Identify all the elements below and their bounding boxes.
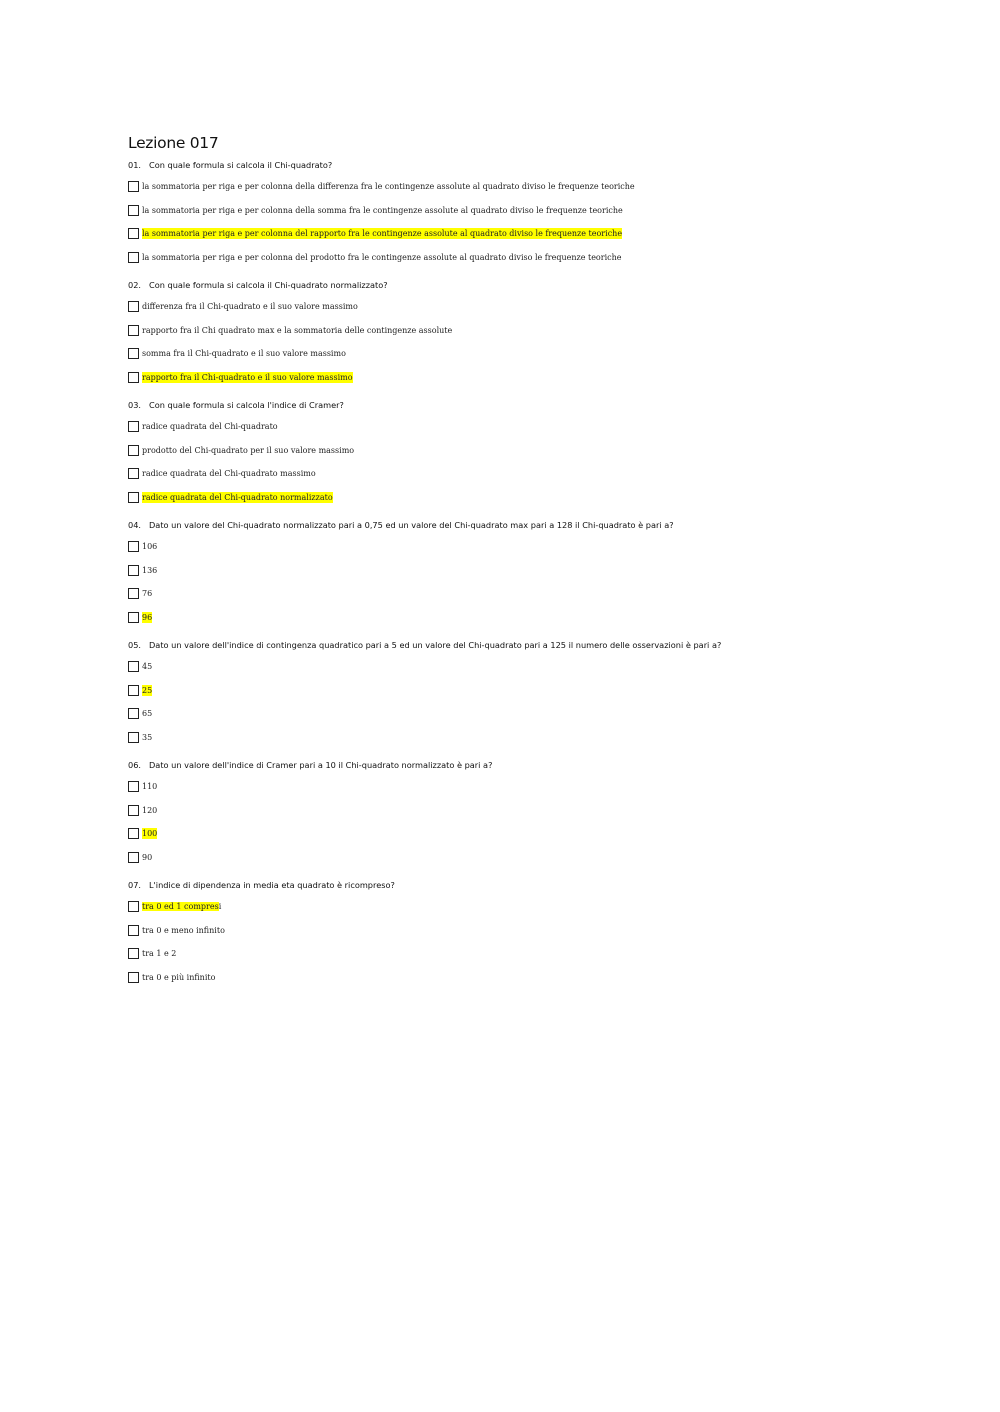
answer-option[interactable] xyxy=(128,775,888,799)
question-text xyxy=(128,397,888,413)
answer-option[interactable] xyxy=(128,846,888,870)
checkbox[interactable] xyxy=(128,325,139,336)
checkbox[interactable] xyxy=(128,181,139,192)
question-text xyxy=(128,637,888,653)
option-text-highlighted: 100 xyxy=(142,829,158,839)
question-number: 07. xyxy=(128,880,142,890)
checkbox[interactable] xyxy=(128,205,139,216)
checkbox[interactable] xyxy=(128,732,139,743)
checkbox[interactable] xyxy=(128,588,139,599)
question-text xyxy=(128,157,888,173)
answer-option[interactable] xyxy=(128,966,888,990)
checkbox[interactable] xyxy=(128,468,139,479)
question-number: 03. xyxy=(128,400,142,410)
option-text: 110 xyxy=(142,782,158,792)
answer-option[interactable] xyxy=(128,175,888,199)
question-label: L'indice di dipendenza in media eta quadrato è ricompreso? xyxy=(149,880,395,890)
option-text: differenza fra il Chi-quadrato e il suo valore massimo xyxy=(142,302,358,312)
answer-option[interactable] xyxy=(128,342,888,366)
answer-option-correct[interactable] xyxy=(128,486,888,510)
question-label: Dato un valore dell'indice di contingenza quadratico pari a 5 ed un valore del Chi-quadrato pari a 125 il numero delle osservazioni è pari a? xyxy=(149,640,722,650)
checkbox[interactable] xyxy=(128,685,139,696)
question-7 xyxy=(128,877,888,989)
option-text: rapporto fra il Chi quadrato max e la sommatoria delle contingenze assolute xyxy=(142,325,453,335)
checkbox[interactable] xyxy=(128,348,139,359)
option-text: prodotto del Chi-quadrato per il suo valore massimo xyxy=(142,445,355,455)
option-text: 90 xyxy=(142,852,153,862)
checkbox[interactable] xyxy=(128,421,139,432)
option-text: 35 xyxy=(142,732,153,742)
answer-option[interactable] xyxy=(128,535,888,559)
answer-option[interactable] xyxy=(128,199,888,223)
checkbox[interactable] xyxy=(128,445,139,456)
answer-option[interactable] xyxy=(128,295,888,319)
checkbox[interactable] xyxy=(128,372,139,383)
option-text: 136 xyxy=(142,565,158,575)
option-text: 120 xyxy=(142,805,158,815)
option-text: 106 xyxy=(142,542,158,552)
checkbox[interactable] xyxy=(128,492,139,503)
question-label: Con quale formula si calcola l'indice di Cramer? xyxy=(149,400,344,410)
option-text-highlighted: radice quadrata del Chi-quadrato normalizzato xyxy=(142,492,333,502)
checkbox[interactable] xyxy=(128,852,139,863)
option-text: somma fra il Chi-quadrato e il suo valore massimo xyxy=(142,349,346,359)
option-text: 65 xyxy=(142,709,153,719)
answer-option[interactable] xyxy=(128,319,888,343)
checkbox[interactable] xyxy=(128,972,139,983)
answer-option-correct[interactable] xyxy=(128,895,888,919)
answer-option[interactable] xyxy=(128,462,888,486)
question-number: 05. xyxy=(128,640,142,650)
question-2 xyxy=(128,277,888,389)
document-page xyxy=(128,134,888,989)
option-text-highlighted: rapporto fra il Chi-quadrato e il suo valore massimo xyxy=(142,372,353,382)
lesson-title: Lezione 017 xyxy=(128,134,219,152)
checkbox[interactable] xyxy=(128,228,139,239)
answer-option-correct[interactable] xyxy=(128,222,888,246)
answer-option[interactable] xyxy=(128,246,888,270)
option-text: radice quadrata del Chi-quadrato massimo xyxy=(142,469,316,479)
question-5 xyxy=(128,637,888,749)
option-text: la sommatoria per riga e per colonna della somma fra le contingenze assolute al quadrato diviso le frequenze teoriche xyxy=(142,205,623,215)
question-label: Dato un valore dell'indice di Cramer pari a 10 il Chi-quadrato normalizzato è pari a? xyxy=(149,760,493,770)
answer-option[interactable] xyxy=(128,655,888,679)
question-label: Con quale formula si calcola il Chi-quadrato? xyxy=(149,160,333,170)
option-text-rest: i xyxy=(218,902,222,912)
answer-option-correct[interactable] xyxy=(128,606,888,630)
question-6 xyxy=(128,757,888,869)
question-1 xyxy=(128,157,888,269)
answer-option-correct[interactable] xyxy=(128,822,888,846)
answer-option[interactable] xyxy=(128,799,888,823)
checkbox[interactable] xyxy=(128,948,139,959)
checkbox[interactable] xyxy=(128,708,139,719)
question-number: 01. xyxy=(128,160,142,170)
checkbox[interactable] xyxy=(128,828,139,839)
checkbox[interactable] xyxy=(128,661,139,672)
checkbox[interactable] xyxy=(128,805,139,816)
checkbox[interactable] xyxy=(128,925,139,936)
question-number: 06. xyxy=(128,760,142,770)
option-text-highlighted: la sommatoria per riga e per colonna del rapporto fra le contingenze assolute al quadrato diviso le frequenze teoriche xyxy=(142,229,623,239)
answer-option[interactable] xyxy=(128,415,888,439)
question-number: 04. xyxy=(128,520,142,530)
answer-option[interactable] xyxy=(128,919,888,943)
question-text xyxy=(128,517,888,533)
question-text xyxy=(128,277,888,293)
checkbox[interactable] xyxy=(128,565,139,576)
checkbox[interactable] xyxy=(128,252,139,263)
question-label: Con quale formula si calcola il Chi-quadrato normalizzato? xyxy=(149,280,388,290)
option-text: tra 0 e più infinito xyxy=(142,972,216,982)
option-text: la sommatoria per riga e per colonna della differenza fra le contingenze assolute al quadrato diviso le frequenze teoriche xyxy=(142,182,635,192)
answer-option[interactable] xyxy=(128,559,888,583)
option-text: la sommatoria per riga e per colonna del prodotto fra le contingenze assolute al quadrato diviso le frequenze teoriche xyxy=(142,252,622,262)
checkbox[interactable] xyxy=(128,612,139,623)
option-text-highlighted-part: tra 0 ed 1 compres xyxy=(142,902,219,912)
option-text: 76 xyxy=(142,589,153,599)
answer-option-correct[interactable] xyxy=(128,366,888,390)
option-text: radice quadrata del Chi-quadrato xyxy=(142,422,278,432)
question-text xyxy=(128,757,888,773)
option-text xyxy=(142,901,221,912)
checkbox[interactable] xyxy=(128,901,139,912)
checkbox[interactable] xyxy=(128,781,139,792)
question-number: 02. xyxy=(128,280,142,290)
question-4 xyxy=(128,517,888,629)
option-text-highlighted: 25 xyxy=(142,685,153,695)
checkbox[interactable] xyxy=(128,541,139,552)
answer-option[interactable] xyxy=(128,942,888,966)
answer-option-correct[interactable] xyxy=(128,679,888,703)
option-text-highlighted: 96 xyxy=(142,612,153,622)
answer-option[interactable] xyxy=(128,582,888,606)
option-text: 45 xyxy=(142,662,153,672)
question-text xyxy=(128,877,888,893)
option-text: tra 1 e 2 xyxy=(142,949,177,959)
checkbox[interactable] xyxy=(128,301,139,312)
answer-option[interactable] xyxy=(128,726,888,750)
option-text: tra 0 e meno infinito xyxy=(142,925,225,935)
question-3 xyxy=(128,397,888,509)
answer-option[interactable] xyxy=(128,702,888,726)
question-label: Dato un valore del Chi-quadrato normalizzato pari a 0,75 ed un valore del Chi-quadrato max pari a 128 il Chi-quadrato è pari a? xyxy=(149,520,674,530)
answer-option[interactable] xyxy=(128,439,888,463)
